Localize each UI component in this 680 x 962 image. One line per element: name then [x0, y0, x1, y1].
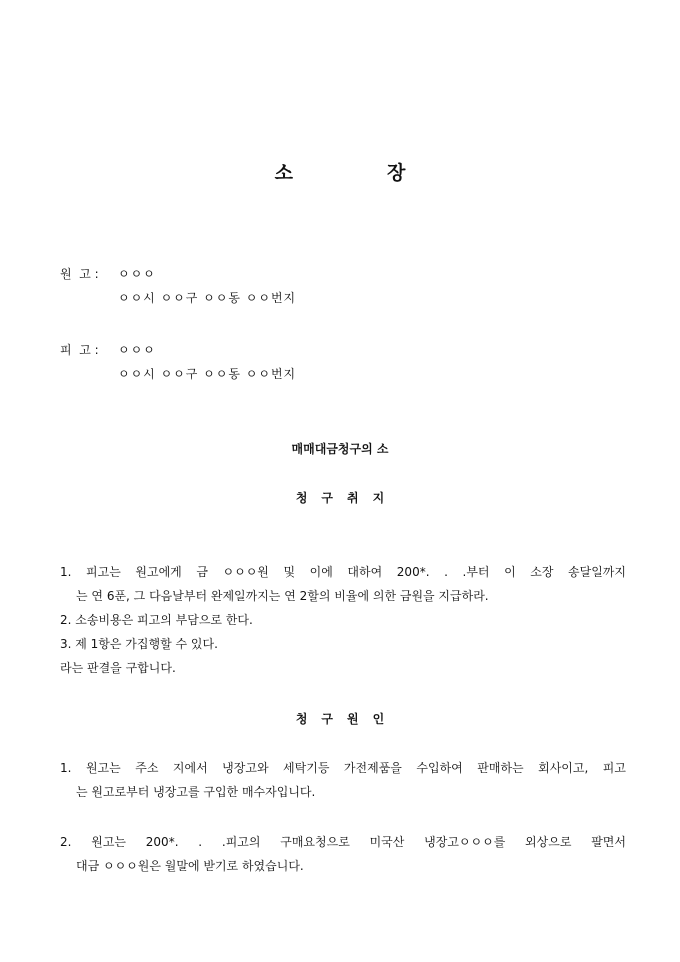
claim-purpose-closing: 라는 판결을 구합니다. — [60, 661, 176, 675]
claim-purpose-body — [60, 560, 626, 680]
plaintiff-address: ㅇㅇ시 ㅇㅇ구 ㅇㅇ동 ㅇㅇ번지 — [118, 291, 297, 305]
title-char-2: 장 — [387, 162, 406, 184]
claim-cause-item-1-line-2: 는 원고로부터 냉장고를 구입한 매수자입니다. — [76, 785, 316, 799]
claim-cause-item-2-line-1: 2. 원고는 200*. . .피고의 구매요청으로 미국산 냉장고ㅇㅇㅇ를 외상으로 팔면서 — [60, 835, 626, 849]
plaintiff-label: 원 고 : — [60, 267, 99, 281]
document-title — [0, 158, 680, 185]
plaintiff-name: ㅇㅇㅇ — [118, 267, 156, 281]
plaintiff-block — [60, 262, 296, 310]
title-char-1: 소 — [274, 162, 293, 184]
defendant-block — [60, 338, 296, 386]
defendant-name: ㅇㅇㅇ — [118, 343, 156, 357]
claim-purpose-heading: 청구취지 — [295, 491, 399, 505]
claim-purpose-item-2: 2. 소송비용은 피고의 부담으로 한다. — [60, 613, 253, 627]
defendant-address: ㅇㅇ시 ㅇㅇ구 ㅇㅇ동 ㅇㅇ번지 — [118, 367, 297, 381]
claim-cause-item-1-line-1: 1. 원고는 주소 지에서 냉장고와 세탁기등 가전제품을 수입하여 판매하는 회사이고, 피고 — [60, 761, 626, 775]
claim-cause-item-2 — [60, 830, 626, 878]
defendant-label: 피 고 : — [60, 343, 99, 357]
claim-purpose-item-1-line-2: 는 연 6푼, 그 다음날부터 완제일까지는 연 2할의 비율에 의한 금원을 지급하라. — [76, 589, 489, 603]
claim-cause-item-1 — [60, 756, 626, 804]
claim-purpose-item-1-line-1: 1. 피고는 원고에게 금 ㅇㅇㅇ원 및 이에 대하여 200*. . .부터 이 소장 송달일까지 — [60, 565, 626, 579]
claim-cause-heading: 청구원인 — [295, 712, 399, 726]
case-name: 매매대금청구의 소 — [291, 442, 389, 456]
claim-cause-item-2-line-2: 대금 ㅇㅇㅇ원은 월말에 받기로 하였습니다. — [76, 859, 304, 873]
claim-purpose-item-3: 3. 제 1항은 가집행할 수 있다. — [60, 637, 218, 651]
